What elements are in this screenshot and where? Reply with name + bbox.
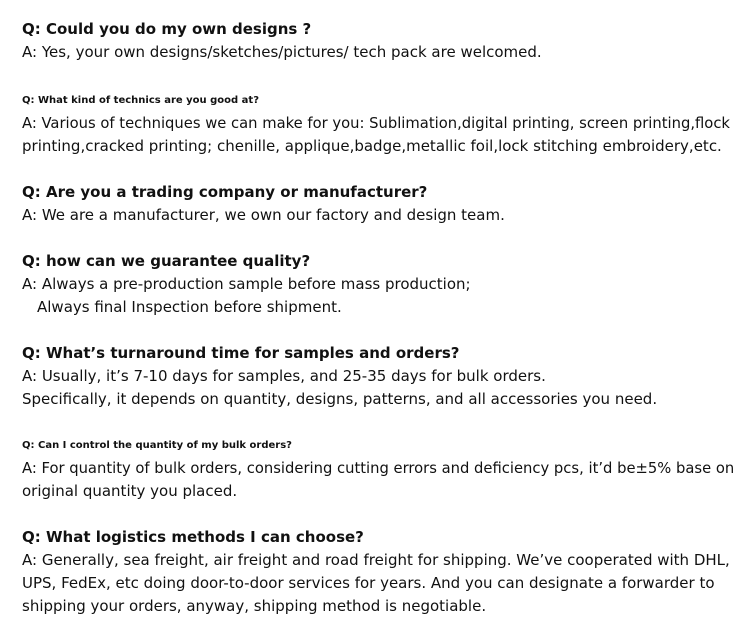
- faq-answer: [22, 41, 542, 64]
- faq-question: Q: What kind of technics are you good at?: [22, 95, 259, 106]
- faq-answer: [22, 112, 730, 158]
- faq-item-turnaround: [22, 342, 657, 411]
- faq-answer-line: original quantity you placed.: [22, 482, 238, 500]
- faq-answer-line: A: Various of techniques we can make for you: Sublimation,digital printing, screen printing,flock: [22, 115, 730, 132]
- faq-answer-line: A: Generally, sea freight, air freight and road freight for shipping. We’ve cooperated with DHL,: [22, 551, 730, 569]
- faq-answer: [22, 457, 734, 503]
- faq-answer: [22, 204, 505, 227]
- faq-question: Q: Could you do my own designs ?: [22, 20, 312, 38]
- faq-question: Q: What logistics methods I can choose?: [22, 528, 364, 546]
- faq-answer-line: shipping your orders, anyway, shipping method is negotiable.: [22, 597, 487, 615]
- faq-answer: [22, 365, 657, 411]
- faq-item-manufacturer: [22, 181, 505, 227]
- faq-answer-line: A: Always a pre-production sample before mass production;: [22, 275, 471, 293]
- faq-item-technics: [22, 89, 730, 158]
- faq-answer-line: A: Yes, your own designs/sketches/pictures/ tech pack are welcomed.: [22, 43, 542, 61]
- faq-answer: [22, 549, 730, 618]
- faq-question: Q: Are you a trading company or manufacturer?: [22, 183, 428, 201]
- faq-question: Q: What’s turnaround time for samples and orders?: [22, 344, 460, 362]
- faq-question: Q: how can we guarantee quality?: [22, 252, 311, 270]
- faq-answer-line: A: Usually, it’s 7-10 days for samples, and 25-35 days for bulk orders.: [22, 367, 546, 385]
- faq-item-logistics: [22, 526, 730, 618]
- faq-answer-line: A: We are a manufacturer, we own our factory and design team.: [22, 206, 505, 224]
- faq-item-bulk-quantity: [22, 434, 734, 503]
- faq-item-quality: [22, 250, 471, 319]
- faq-answer-line: printing,cracked printing; chenille, applique,badge,metallic foil,lock stitching embroidery,etc.: [22, 137, 722, 155]
- faq-answer-line: UPS, FedEx, etc doing door-to-door services for years. And you can designate a forwarder to: [22, 574, 715, 592]
- faq-answer-line: Always final Inspection before shipment.: [37, 298, 342, 316]
- faq-answer-line: A: For quantity of bulk orders, considering cutting errors and deficiency pcs, it’d be±5% base on: [22, 460, 735, 477]
- faq-question: Q: Can I control the quantity of my bulk orders?: [22, 440, 292, 451]
- faq-item-own-designs: [22, 18, 542, 64]
- faq-answer-line: Specifically, it depends on quantity, designs, patterns, and all accessories you need.: [22, 390, 658, 408]
- faq-answer: [22, 273, 471, 319]
